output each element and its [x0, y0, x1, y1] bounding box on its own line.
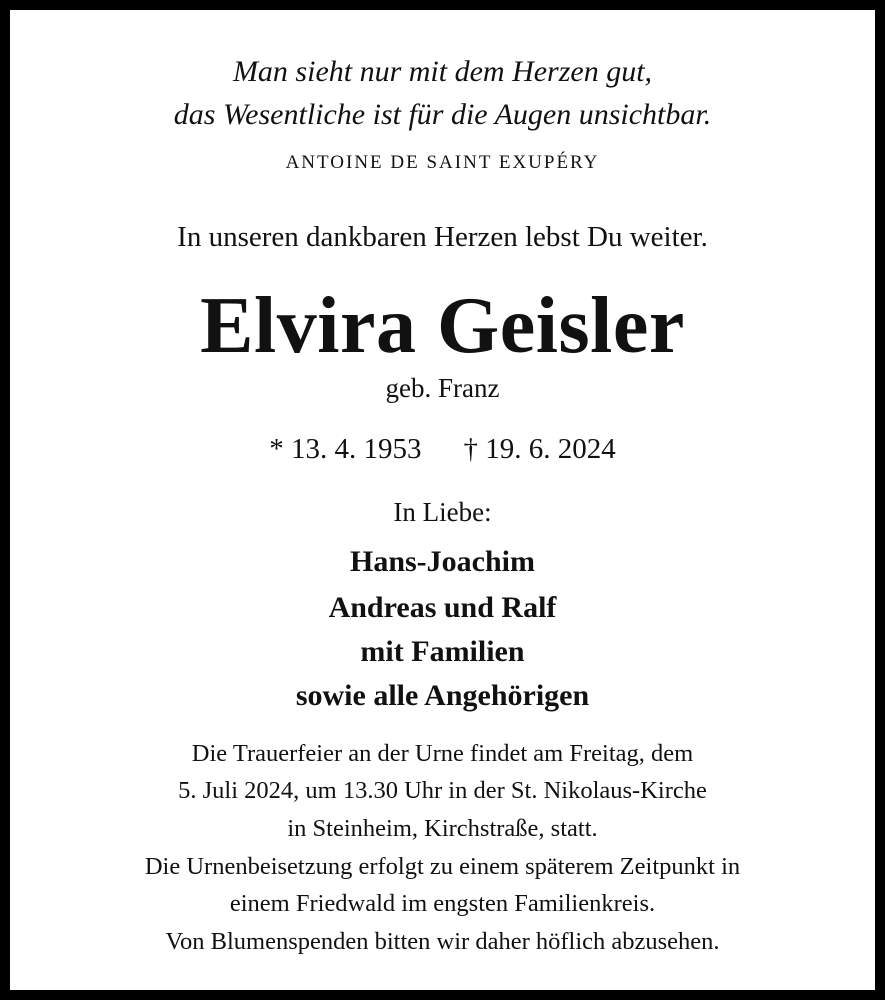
quote-line-2: das Wesentliche ist für die Augen unsichtbar. [173, 98, 712, 131]
death-date: † 19. 6. 2024 [463, 433, 616, 465]
deceased-name: Elvira Geisler [200, 282, 685, 370]
mourner-line: sowie alle Angehörigen [295, 679, 590, 712]
mourner-line: Andreas und Ralf [328, 591, 557, 624]
ceremony-info-line: einem Friedwald im engsten Familienkreis. [229, 890, 656, 917]
ceremony-info-line: in Steinheim, Kirchstraße, statt. [287, 815, 598, 842]
ceremony-info-line: Die Urnenbeisetzung erfolgt zu einem späterem Zeitpunkt in [144, 853, 741, 880]
maiden-name: geb. Franz [385, 373, 500, 403]
quote-author: ANTOINE DE SAINT EXUPÉRY [285, 152, 600, 173]
life-dates [10, 432, 875, 466]
mourners-heading: In Liebe: [393, 497, 492, 527]
intro-text: In unseren dankbaren Herzen lebst Du weiter. [177, 221, 708, 253]
birth-date: * 13. 4. 1953 [269, 433, 422, 465]
quote-line-1: Man sieht nur mit dem Herzen gut, [232, 55, 653, 88]
mourner-line: mit Familien [360, 635, 525, 668]
ceremony-info-line: 5. Juli 2024, um 13.30 Uhr in der St. Nikolaus-Kirche [178, 777, 707, 804]
mourner-line: Hans-Joachim [349, 545, 535, 578]
ceremony-info-line: Von Blumenspenden bitten wir daher höflich abzusehen. [165, 928, 720, 955]
ceremony-info-line: Die Trauerfeier an der Urne findet am Freitag, dem [191, 740, 694, 767]
